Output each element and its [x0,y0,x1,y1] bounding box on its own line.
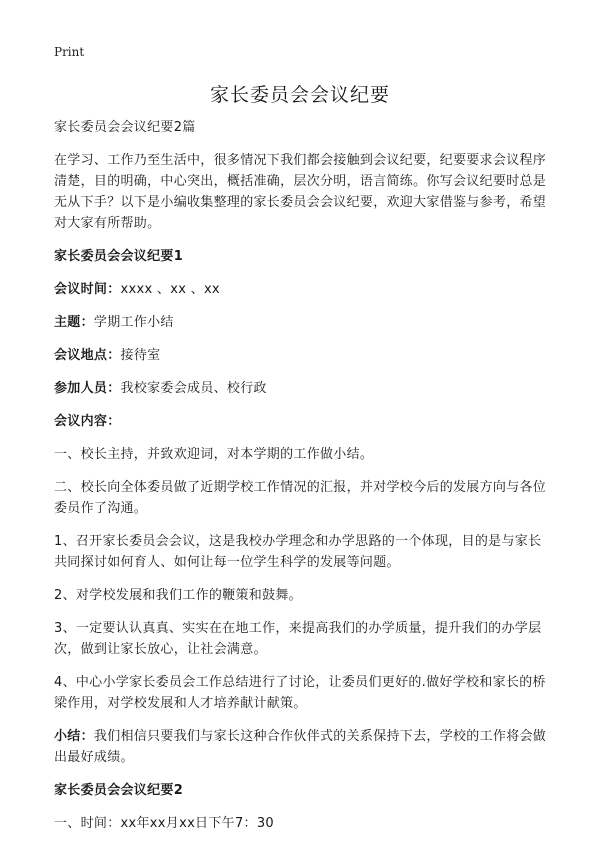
summary-label: 小结： [54,729,94,744]
document-title: 家长委员会会议纪要 [209,84,390,106]
meeting-time-label: 会议时间： [54,282,121,297]
summary-value: 我们相信只要我们与家长这种合作伙伴式的关系保持下去，学校的工作将会做出最好成绩。 [54,729,547,765]
meeting-attendees [54,378,548,399]
meeting-content-label: 会议内容： [54,414,121,429]
meeting-topic-label: 主题： [54,315,94,330]
content-item: 一、校长主持，并致欢迎词，对本学期的工作做小结。 [54,447,374,462]
subtitle: 家长委员会会议纪要2篇 [54,120,196,135]
meeting-place-label: 会议地点： [54,348,121,363]
content-item: 二、校长向全体委员做了近期学校工作情况的汇报，并对学校今后的发展方向与各位委员作了沟通。 [54,480,547,516]
section1-heading: 家长委员会会议纪要1 [54,249,184,264]
meeting-topic-value: 学期工作小结 [93,315,174,330]
section2-time: 一、时间：xx年xx月xx日下午7：30 [54,816,274,831]
content-item: 3、一定要认认真真、实实在在地工作，来提高我们的办学质量，提升我们的办学层次，做到让家长放心，让社会满意。 [54,621,542,657]
content-item: 1、召开家长委员会会议，这是我校办学理念和办学思路的一个体现，目的是与家长共同探讨如何育人、如何让每一位学生科学的发展等问题。 [54,534,542,570]
section2-heading: 家长委员会会议纪要2 [54,783,184,798]
meeting-attendees-value: 我校家委会成员、校行政 [120,381,267,396]
meeting-place-value: 接待室 [120,348,161,363]
meeting-topic [54,312,548,333]
meeting-time [54,279,548,300]
content-item: 4、中心小学家长委员会工作总结进行了讨论，让委员们更好的.做好学校和家长的桥梁作用，对学校发展和人才培养献计献策。 [54,675,546,711]
intro-paragraph: 在学习、工作乃至生活中，很多情况下我们都会接触到会议纪要，纪要要求会议程序清楚，目的明确，中心突出，概括准确，层次分明，语言简练。你写会议纪要时总是无从下手？以下是小编收集整理的家长委员会会议纪要，欢迎大家借鉴与参考，希望对大家有所帮助。 [54,153,547,231]
summary [54,726,548,768]
meeting-attendees-label: 参加人员： [54,381,121,396]
content-item: 2、对学校发展和我们工作的鞭策和鼓舞。 [54,588,302,603]
print-label[interactable]: Print [54,45,85,59]
document-body [54,117,548,846]
meeting-place [54,345,548,366]
meeting-time-value: xxxx 、xx 、xx [120,282,220,297]
